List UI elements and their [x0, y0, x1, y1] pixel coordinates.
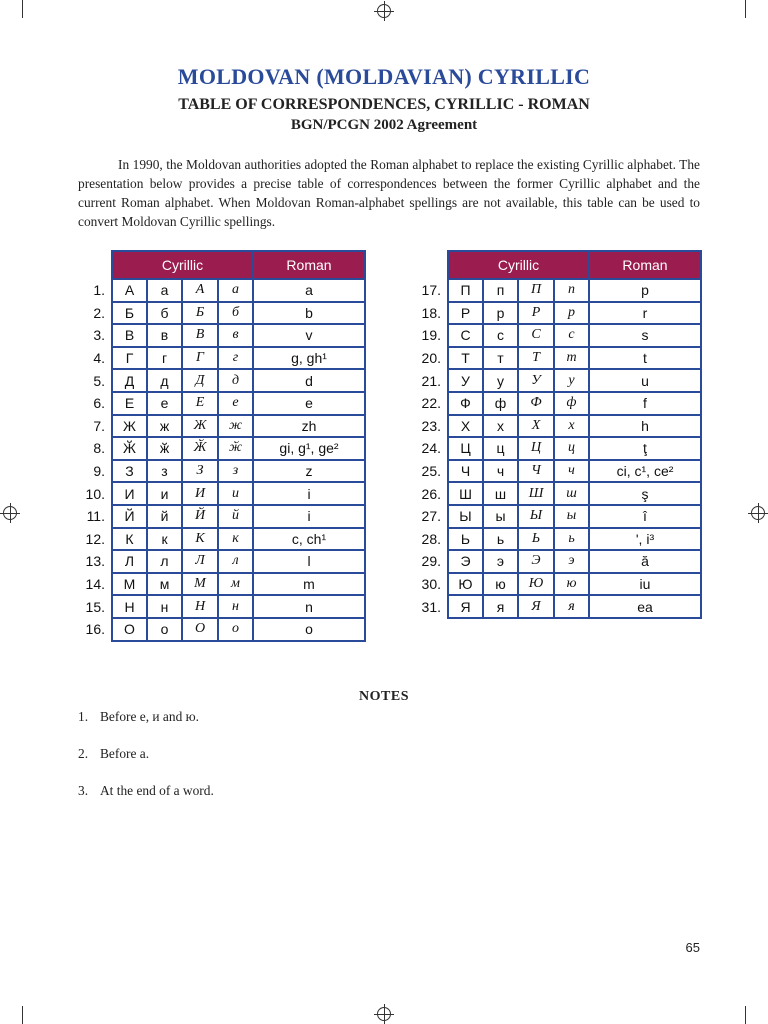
cyrillic-italic-upper: Ц: [518, 437, 554, 460]
cyrillic-lower: с: [483, 324, 518, 347]
roman-value: ş: [589, 482, 701, 505]
table-row: [70, 279, 365, 302]
row-number: 31.: [421, 598, 441, 615]
cyrillic-italic-upper: Е: [182, 392, 218, 415]
roman-value: ă: [589, 550, 701, 573]
notes-heading: NOTES: [359, 689, 409, 704]
cyrillic-italic-lower: у: [554, 369, 589, 392]
cyrillic-upper: Д: [112, 369, 147, 392]
table-row: [70, 595, 365, 618]
cyrillic-italic-lower: ы: [554, 505, 589, 528]
cyrillic-italic-lower: ш: [554, 482, 589, 505]
cyrillic-upper: Ж: [112, 415, 147, 438]
table-row: [406, 437, 701, 460]
cyrillic-lower: э: [483, 550, 518, 573]
header-cyrillic: Cyrillic: [448, 251, 589, 279]
roman-value: î: [589, 505, 701, 528]
cyrillic-italic-upper: Л: [182, 550, 218, 573]
cyrillic-italic-lower: о: [218, 618, 253, 641]
row-number: 2.: [93, 304, 105, 321]
roman-value: ţ: [589, 437, 701, 460]
cyrillic-italic-lower: р: [554, 302, 589, 325]
cyrillic-lower: т: [483, 347, 518, 370]
table-row: [406, 347, 701, 370]
cyrillic-italic-upper: Я: [518, 595, 554, 618]
row-number: 21.: [421, 372, 441, 389]
table-row: [70, 392, 365, 415]
cyrillic-upper: Ӂ: [112, 437, 147, 460]
registration-mark-right: [751, 506, 765, 520]
row-number: 11.: [86, 508, 105, 525]
cyrillic-upper: Я: [448, 595, 483, 618]
table-header-row: [406, 251, 701, 279]
cyrillic-italic-lower: ф: [554, 392, 589, 415]
roman-value: z: [253, 460, 365, 483]
roman-value: e: [253, 392, 365, 415]
cyrillic-lower: м: [147, 573, 182, 596]
roman-value: g, gh¹: [253, 347, 365, 370]
table-row: [70, 437, 365, 460]
cyrillic-italic-lower: б: [218, 302, 253, 325]
cyrillic-italic-upper: С: [518, 324, 554, 347]
agreement-label: BGN/PCGN 2002 Agreement: [290, 117, 478, 133]
roman-value: t: [589, 347, 701, 370]
trim-line-top-left: [22, 0, 23, 18]
cyrillic-italic-lower: х: [554, 415, 589, 438]
row-number: 12.: [85, 530, 105, 547]
table-row: [70, 415, 365, 438]
table-row: [70, 482, 365, 505]
cyrillic-italic-lower: е: [218, 392, 253, 415]
cyrillic-upper: Ф: [448, 392, 483, 415]
cyrillic-lower: н: [147, 595, 182, 618]
cyrillic-lower: й: [147, 505, 182, 528]
cyrillic-lower: ь: [483, 528, 518, 551]
cyrillic-italic-upper: Э: [518, 550, 554, 573]
cyrillic-upper: Э: [448, 550, 483, 573]
cyrillic-italic-upper: Ф: [518, 392, 554, 415]
cyrillic-italic-upper: З: [182, 460, 218, 483]
cyrillic-lower: е: [147, 392, 182, 415]
roman-value: h: [589, 415, 701, 438]
cyrillic-lower: з: [147, 460, 182, 483]
row-number: 29.: [421, 553, 441, 570]
correspondence-table-right: [406, 250, 702, 619]
cyrillic-lower: ф: [483, 392, 518, 415]
note-item: [78, 746, 149, 762]
table-row: [70, 573, 365, 596]
table-row: [406, 482, 701, 505]
cyrillic-lower: п: [483, 279, 518, 302]
roman-value: f: [589, 392, 701, 415]
cyrillic-italic-lower: т: [554, 347, 589, 370]
note-number: 2.: [78, 746, 89, 761]
cyrillic-italic-upper: Ж: [182, 415, 218, 438]
cyrillic-upper: К: [112, 528, 147, 551]
registration-mark-top: [377, 4, 391, 18]
cyrillic-upper: Ь: [448, 528, 483, 551]
row-number: 9.: [93, 463, 105, 480]
cyrillic-lower: ӂ: [147, 437, 182, 460]
cyrillic-upper: Т: [448, 347, 483, 370]
cyrillic-italic-upper: Ы: [518, 505, 554, 528]
cyrillic-italic-upper: Н: [182, 595, 218, 618]
cyrillic-upper: З: [112, 460, 147, 483]
cyrillic-upper: В: [112, 324, 147, 347]
roman-value: v: [253, 324, 365, 347]
cyrillic-lower: ж: [147, 415, 182, 438]
row-number: 25.: [421, 463, 441, 480]
cyrillic-italic-upper: П: [518, 279, 554, 302]
cyrillic-italic-upper: А: [182, 279, 218, 302]
cyrillic-italic-upper: Г: [182, 347, 218, 370]
cyrillic-upper: Р: [448, 302, 483, 325]
table-row: [406, 415, 701, 438]
cyrillic-lower: ы: [483, 505, 518, 528]
cyrillic-lower: я: [483, 595, 518, 618]
note-item: [78, 783, 214, 799]
row-number: 22.: [421, 395, 441, 412]
cyrillic-upper: Н: [112, 595, 147, 618]
row-number: 30.: [421, 576, 441, 593]
roman-value: n: [253, 595, 365, 618]
intro-paragraph: In 1990, the Moldovan authorities adopted the Roman alphabet to replace the existing Cyrillic alphabet. The presentation below provides a precise table of correspondences between the former Cyrillic alphabet and the current Roman alphabet. When Moldovan Roman-alphabet spellings are not available, this table can be used to convert Moldovan Cyrillic spellings.: [78, 157, 700, 229]
cyrillic-italic-upper: К: [182, 528, 218, 551]
row-number: 18.: [421, 304, 441, 321]
note-text: Before e, и and ю.: [100, 709, 199, 724]
cyrillic-italic-lower: к: [218, 528, 253, 551]
table-row: [406, 392, 701, 415]
cyrillic-italic-lower: я: [554, 595, 589, 618]
row-number: 15.: [85, 598, 105, 615]
cyrillic-upper: Ц: [448, 437, 483, 460]
cyrillic-italic-upper: В: [182, 324, 218, 347]
cyrillic-upper: Л: [112, 550, 147, 573]
cyrillic-italic-upper: Т: [518, 347, 554, 370]
row-number: 24.: [421, 440, 441, 457]
note-text: Before a.: [100, 746, 150, 761]
table-row: [70, 618, 365, 641]
cyrillic-lower: ч: [483, 460, 518, 483]
table-row: [406, 279, 701, 302]
roman-value: i: [253, 482, 365, 505]
cyrillic-italic-lower: ю: [554, 573, 589, 596]
registration-mark-left: [3, 506, 17, 520]
cyrillic-italic-lower: н: [218, 595, 253, 618]
cyrillic-italic-lower: й: [218, 505, 253, 528]
table-header-row: [70, 251, 365, 279]
cyrillic-italic-upper: Ш: [518, 482, 554, 505]
cyrillic-lower: ю: [483, 573, 518, 596]
cyrillic-lower: в: [147, 324, 182, 347]
cyrillic-italic-upper: Б: [182, 302, 218, 325]
cyrillic-upper: Е: [112, 392, 147, 415]
cyrillic-italic-lower: л: [218, 550, 253, 573]
row-number: 7.: [93, 417, 105, 434]
roman-value: m: [253, 573, 365, 596]
cyrillic-italic-lower: п: [554, 279, 589, 302]
row-number: 20.: [421, 350, 441, 367]
cyrillic-italic-upper: Ь: [518, 528, 554, 551]
header-spacer: [70, 251, 112, 279]
table-row: [70, 528, 365, 551]
note-number: 3.: [78, 783, 89, 798]
header-roman: Roman: [253, 251, 365, 279]
cyrillic-italic-lower: ц: [554, 437, 589, 460]
row-number: 23.: [421, 417, 441, 434]
cyrillic-italic-lower: з: [218, 460, 253, 483]
cyrillic-italic-upper: Й: [182, 505, 218, 528]
note-text: At the end of a word.: [100, 783, 214, 798]
cyrillic-lower: л: [147, 550, 182, 573]
trim-line-top-right: [745, 0, 746, 18]
cyrillic-upper: П: [448, 279, 483, 302]
table-row: [70, 460, 365, 483]
cyrillic-upper: О: [112, 618, 147, 641]
table-row: [406, 595, 701, 618]
note-item: [78, 709, 199, 725]
cyrillic-italic-lower: ь: [554, 528, 589, 551]
roman-value: r: [589, 302, 701, 325]
row-number: 14.: [85, 576, 105, 593]
table-row: [406, 302, 701, 325]
roman-value: c, ch¹: [253, 528, 365, 551]
table-row: [406, 573, 701, 596]
roman-value: b: [253, 302, 365, 325]
row-number: 27.: [421, 508, 441, 525]
cyrillic-upper: А: [112, 279, 147, 302]
cyrillic-italic-lower: ж: [218, 415, 253, 438]
cyrillic-italic-upper: Ч: [518, 460, 554, 483]
cyrillic-upper: Ю: [448, 573, 483, 596]
row-number: 10.: [85, 485, 105, 502]
row-number: 3.: [93, 327, 105, 344]
cyrillic-italic-lower: а: [218, 279, 253, 302]
cyrillic-upper: Б: [112, 302, 147, 325]
roman-value: d: [253, 369, 365, 392]
cyrillic-lower: ц: [483, 437, 518, 460]
row-number: 17.: [421, 282, 441, 299]
note-number: 1.: [78, 709, 89, 724]
cyrillic-lower: а: [147, 279, 182, 302]
cyrillic-upper: Г: [112, 347, 147, 370]
cyrillic-italic-upper: И: [182, 482, 218, 505]
cyrillic-italic-lower: д: [218, 369, 253, 392]
cyrillic-italic-upper: У: [518, 369, 554, 392]
trim-line-bottom-right: [745, 1006, 746, 1024]
roman-value: iu: [589, 573, 701, 596]
cyrillic-italic-lower: м: [218, 573, 253, 596]
cyrillic-lower: р: [483, 302, 518, 325]
header-roman: Roman: [589, 251, 701, 279]
cyrillic-italic-lower: в: [218, 324, 253, 347]
roman-value: s: [589, 324, 701, 347]
cyrillic-lower: д: [147, 369, 182, 392]
row-number: 26.: [421, 485, 441, 502]
row-number: 8.: [93, 440, 105, 457]
row-number: 5.: [93, 372, 105, 389]
roman-value: ea: [589, 595, 701, 618]
cyrillic-lower: и: [147, 482, 182, 505]
row-number: 1.: [93, 282, 105, 299]
roman-value: o: [253, 618, 365, 641]
table-row: [70, 505, 365, 528]
roman-value: ', i³: [589, 528, 701, 551]
trim-line-bottom-left: [22, 1006, 23, 1024]
cyrillic-italic-upper: Х: [518, 415, 554, 438]
cyrillic-italic-lower: г: [218, 347, 253, 370]
cyrillic-italic-upper: М: [182, 573, 218, 596]
roman-value: gi, g¹, ge²: [253, 437, 365, 460]
cyrillic-upper: Х: [448, 415, 483, 438]
cyrillic-upper: С: [448, 324, 483, 347]
cyrillic-lower: к: [147, 528, 182, 551]
row-number: 16.: [85, 621, 105, 638]
cyrillic-lower: г: [147, 347, 182, 370]
cyrillic-upper: И: [112, 482, 147, 505]
row-number: 6.: [93, 395, 105, 412]
row-number: 13.: [85, 553, 105, 570]
table-row: [70, 324, 365, 347]
roman-value: p: [589, 279, 701, 302]
cyrillic-lower: о: [147, 618, 182, 641]
page-subtitle: TABLE OF CORRESPONDENCES, CYRILLIC - ROMAN: [178, 96, 590, 113]
cyrillic-italic-lower: э: [554, 550, 589, 573]
row-number: 19.: [421, 327, 441, 344]
roman-value: l: [253, 550, 365, 573]
cyrillic-upper: Ы: [448, 505, 483, 528]
registration-mark-bottom: [377, 1007, 391, 1021]
page-number: 65: [685, 940, 700, 955]
cyrillic-upper: У: [448, 369, 483, 392]
roman-value: i: [253, 505, 365, 528]
cyrillic-italic-upper: Р: [518, 302, 554, 325]
roman-value: a: [253, 279, 365, 302]
cyrillic-upper: М: [112, 573, 147, 596]
table-row: [70, 369, 365, 392]
cyrillic-upper: Ш: [448, 482, 483, 505]
cyrillic-italic-lower: ч: [554, 460, 589, 483]
row-number: 28.: [421, 530, 441, 547]
roman-value: ci, c¹, ce²: [589, 460, 701, 483]
table-row: [406, 460, 701, 483]
cyrillic-upper: Ч: [448, 460, 483, 483]
table-row: [406, 550, 701, 573]
roman-value: zh: [253, 415, 365, 438]
roman-value: u: [589, 369, 701, 392]
header-spacer: [406, 251, 448, 279]
page-title: MOLDOVAN (MOLDAVIAN) CYRILLIC: [177, 64, 591, 89]
cyrillic-italic-upper: О: [182, 618, 218, 641]
cyrillic-italic-lower: с: [554, 324, 589, 347]
correspondence-table-left: [70, 250, 366, 642]
table-row: [70, 302, 365, 325]
table-row: [406, 369, 701, 392]
cyrillic-italic-lower: и: [218, 482, 253, 505]
cyrillic-lower: у: [483, 369, 518, 392]
cyrillic-lower: х: [483, 415, 518, 438]
cyrillic-lower: б: [147, 302, 182, 325]
table-row: [406, 528, 701, 551]
table-row: [70, 347, 365, 370]
cyrillic-italic-lower: ӂ: [218, 437, 253, 460]
cyrillic-italic-upper: Ӂ: [182, 437, 218, 460]
row-number: 4.: [93, 350, 105, 367]
cyrillic-upper: Й: [112, 505, 147, 528]
table-row: [406, 324, 701, 347]
cyrillic-italic-upper: Ю: [518, 573, 554, 596]
table-row: [406, 505, 701, 528]
table-row: [70, 550, 365, 573]
cyrillic-lower: ш: [483, 482, 518, 505]
header-cyrillic: Cyrillic: [112, 251, 253, 279]
cyrillic-italic-upper: Д: [182, 369, 218, 392]
